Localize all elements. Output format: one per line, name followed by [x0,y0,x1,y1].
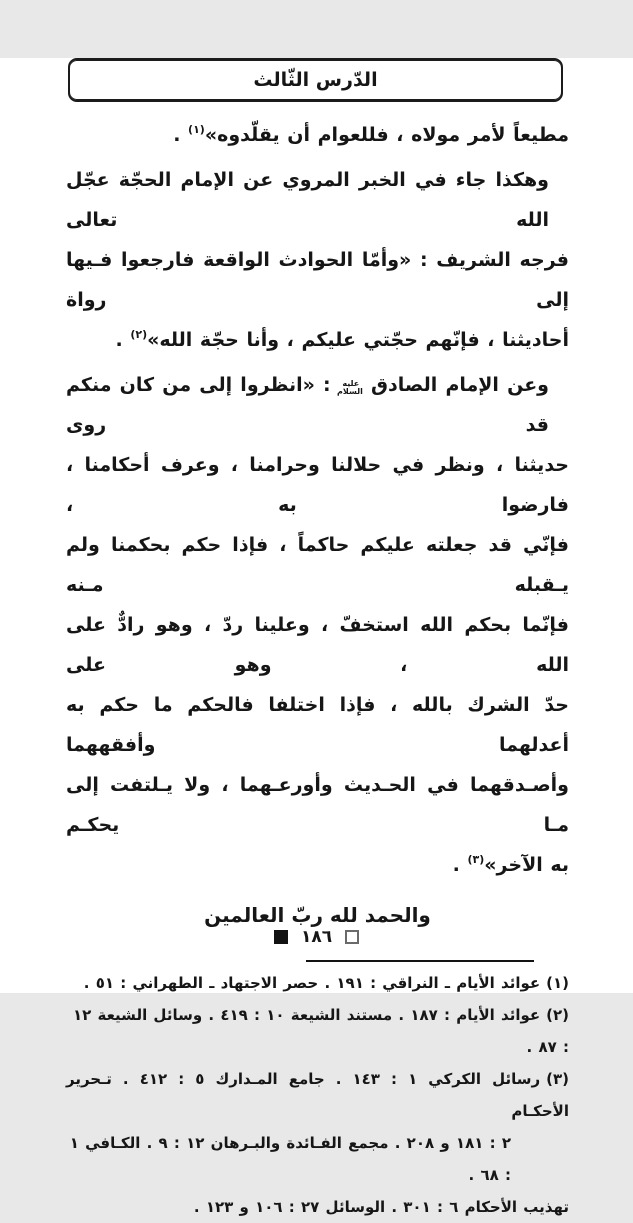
text-run: وهكذا جاء في الخبر المروي عن الإمام الحجّة عجّل الله تعالى [66,169,549,231]
text-run: فرجه الشريف : «وأمّا الحوادث الواقعة فارجعوا فـيها إلى رواة [66,249,569,311]
footnote-ref: (١) [188,123,205,136]
footnote-line [66,967,569,999]
text-run: وعن الإمام الصادق [362,374,549,396]
footnote [66,1063,569,1223]
lesson-title: الدّرس الثّالث [253,69,378,91]
body-line [66,365,569,445]
body-line [66,685,569,765]
footnote-line [66,1063,569,1127]
text-run: مطيعاً لأمر مولاه ، فللعوام أن يقلّدوه» [204,124,569,146]
body-line [66,240,569,320]
text-run: فإنّي قد جعلته عليكم حاكماً ، فإذا حكم بحكمنا ولم يـقبله مـنه [66,534,569,596]
text-run: عوائد الأيام ـ النراقي : ١٩١ . حصر الاجتهاد ـ الطهراني : ٥١ . [83,974,541,992]
page-number: ١٨٦ [300,927,333,947]
body-line [66,160,569,240]
text-run: . [115,329,131,351]
lesson-title-box [68,58,563,102]
footnote-line [66,999,569,1063]
book-page [0,58,633,1216]
footnote-ref: (٢) [130,328,148,341]
footnote [66,999,569,1063]
text-run: وأصـدقهما في الحـديث وأورعـهما ، ولا يـلتفت إلى مـا يحكـم [66,774,569,836]
body-text [66,115,569,885]
body-line [66,525,569,605]
text-run: أحاديثنا ، فإنّهم حجّتي عليكم ، وأنا حجّة الله» [147,329,569,351]
text-run: به الآخر» [484,854,569,876]
text-run: . [173,124,189,146]
text-run: ٢ : ١٨١ و ٢٠٨ . مجمع الفـائدة والبـرهان ١٢ : ٩ . الكـافي ١ : ٦٨ . [69,1134,511,1184]
footnote-separator [306,960,534,962]
body-line [66,605,569,685]
honorific-symbol: عليه السلام [337,379,363,396]
empty-square-icon [345,930,359,944]
footnote-line [66,1127,569,1191]
text-run: حدّ الشرك بالله ، فإذا اختلفا فالحكم ما حكم به أعدلهما وأفقههما [66,694,569,756]
footnote [66,967,569,999]
text-run: فإنّما بحكم الله استخفّ ، وعلينا ردّ ، وهو رادٌّ على الله ، وهو على [66,614,569,676]
footnote-line [66,1191,569,1223]
text-run: تهذيب الأحكام ٦ : ٣٠١ . الوسائل ٢٧ : ١٠٦ و ١٢٣ . [193,1198,569,1216]
body-line [66,320,569,360]
body-line [66,115,569,155]
footnote-marker: (٣) [546,1070,570,1088]
text-run: رسائل الكركي ١ : ١٤٣ . جامع المـدارك ٥ : ٤١٢ . تـحرير الأحكـام [66,1070,569,1120]
body-line [66,765,569,845]
footnote-ref: (٣) [467,853,485,866]
page-footer [0,929,633,945]
text-run: . [452,854,468,876]
body-line [66,445,569,525]
text-run: حديثنا ، ونظر في حلالنا وحرامنا ، وعرف أحكامنا ، فارضوا به ، [66,454,569,516]
body-line [66,845,569,885]
text-run: عوائد الأيام : ١٨٧ . مستند الشيعة ١٠ : ٤١٩ . وسائل الشيعة ١٢ : ٨٧ . [72,1006,569,1056]
footnotes [66,967,569,1223]
paragraph [66,160,569,360]
footnote-marker: (٢) [546,1006,569,1024]
page-content [0,58,633,1223]
closing-line: والحمد لله ربّ العالمين [204,903,431,927]
footnote-marker: (١) [546,974,569,992]
paragraph [66,115,569,155]
filled-square-icon [274,930,288,944]
text-run: : «انظروا إلى من كان منكم قد روى [66,374,549,436]
paragraph [66,365,569,885]
